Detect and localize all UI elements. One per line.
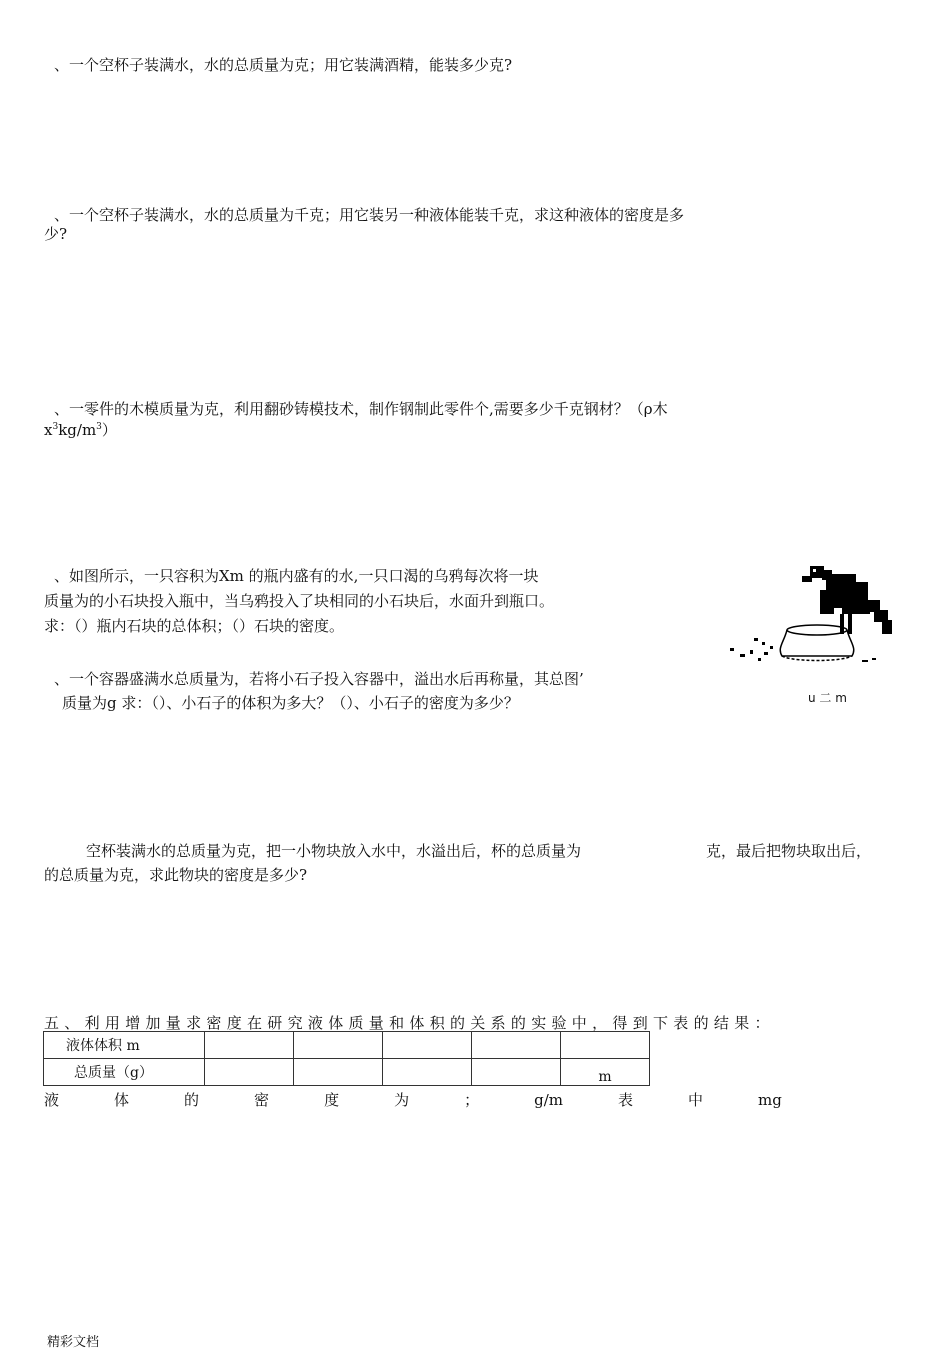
question-5-line-2: 质量为g 求：（）、小石子的体积为多大？（）、小石子的密度为多少？ [62,694,519,712]
spread-char: g/m [534,1091,563,1109]
table-cell [205,1059,294,1086]
q3-sup-1: 3 [52,422,59,432]
question-2-line-1: 、一个空杯子装满水，水的总质量为千克；用它装另一种液体能装千克，求这种液体的密度是多 [54,206,685,224]
section-5-heading: 五、利用增加量求密度在研究液体质量和体积的关系的实验中，得到下表的结果： [44,1014,775,1032]
table-row [44,1059,650,1086]
spread-char: 体 [114,1091,130,1109]
results-table [43,1031,650,1086]
spread-char: mg [758,1091,782,1109]
q3-fragment-x: x [44,421,53,439]
page-footer: 精彩文档 [47,1335,100,1350]
spread-char: 度 [324,1091,340,1109]
question-3-line-1: 、一零件的木模质量为克，利用翻砂铸模技术，制作钢制此零件个,需要多少千克钢材？（ρ木 [54,400,668,418]
spread-char: 表 [618,1091,634,1109]
question-6-line-2: 的总质量为克，求此物块的密度是多少? [44,866,308,884]
spread-char: 密 [254,1091,270,1109]
question-1: 、一个空杯子装满水，水的总质量为克；用它装满酒精，能装多少克? [54,56,513,74]
table-cell [561,1032,650,1059]
table-cell [383,1032,472,1059]
question-6-line-1-part-b: 克，最后把物块取出后， [706,842,872,860]
q3-sup-2: 3 [96,422,102,432]
question-6-line-1-part-a: 空杯装满水的总质量为克，把一小物块放入水中，水溢出后，杯的总质量为 [86,842,582,860]
table-cell: m [561,1059,650,1086]
spread-char: 中 [688,1091,704,1109]
question-3-line-2 [44,420,117,440]
spread-char: 为 [394,1091,410,1109]
question-4-line-1: 、如图所示，一只容积为Xm 的瓶内盛有的水,一只口渴的乌鸦每次将一块 [54,567,539,585]
table-cell [472,1059,561,1086]
crow-icon [802,566,892,634]
spread-char: ； [464,1091,480,1109]
question-4-line-3: 求：（）瓶内石块的总体积；（）石块的密度。 [44,617,345,635]
figure-caption: u 二 m [808,691,847,705]
density-answer-line [44,1090,782,1110]
spread-char: 的 [184,1091,200,1109]
table-cell [294,1059,383,1086]
table-cell [383,1059,472,1086]
q3-fragment-unit: kg/m [58,421,97,439]
question-5-line-1: 、一个容器盛满水总质量为，若将小石子投入容器中，溢出水后再称量，其总图’ [54,670,584,688]
spread-char: 液 [44,1091,60,1109]
table-cell [472,1032,561,1059]
table-cell [205,1032,294,1059]
q3-fragment-close: ） [101,421,117,439]
table-cell [294,1032,383,1059]
table-header-cell: 液体体积 m [44,1032,205,1059]
question-4-line-2: 质量为的小石块投入瓶中，当乌鸦投入了块相同的小石块后，水面升到瓶口。 [44,592,555,610]
question-2-line-2: 少? [44,225,68,243]
table-header-cell: 总质量（g） [44,1059,205,1086]
crow-and-bottle-illustration [722,560,902,680]
table-row [44,1032,650,1059]
